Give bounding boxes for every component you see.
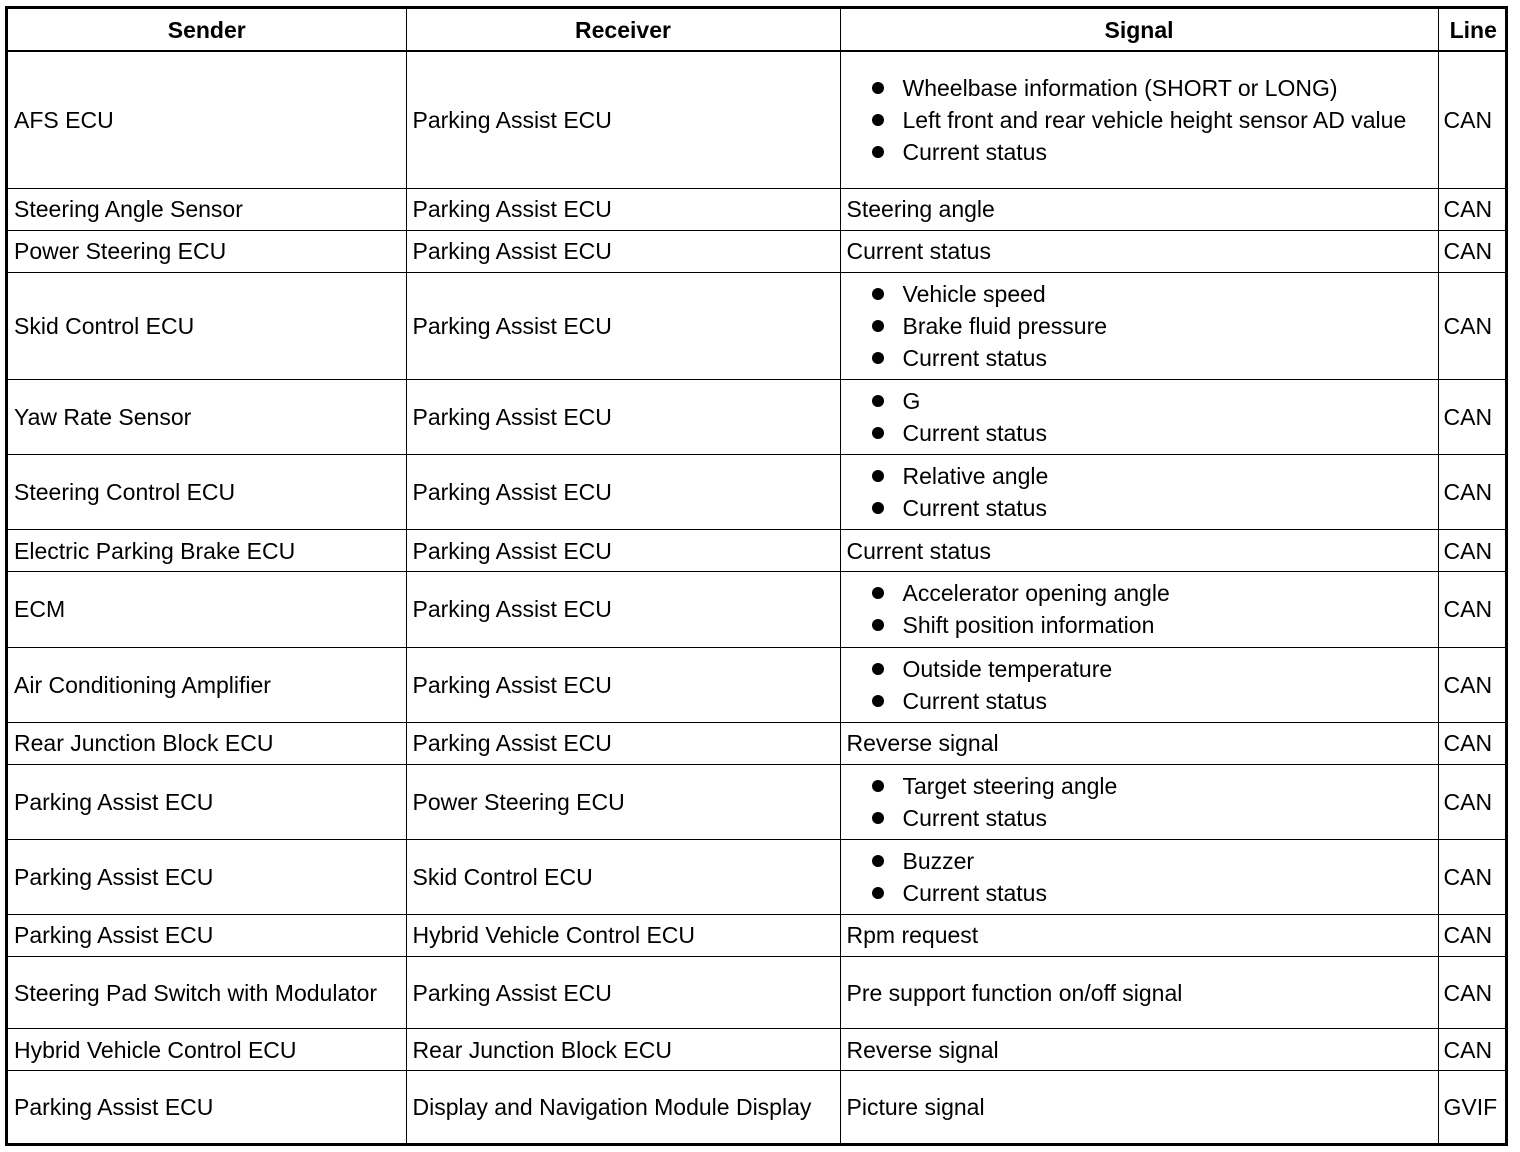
signal-text: Steering angle [846, 196, 995, 223]
receiver-cell: Parking Assist ECU [406, 188, 840, 230]
signal-cell [840, 764, 1438, 839]
sender-cell: Steering Pad Switch with Modulator [8, 957, 406, 1029]
header-signal: Signal [840, 9, 1438, 51]
signal-list-item [867, 343, 1432, 373]
sender-cell: AFS ECU [8, 51, 406, 188]
table-row [8, 839, 1508, 914]
table-body [8, 51, 1508, 1143]
signal-list-item [867, 386, 1432, 416]
signal-text: Current status [902, 687, 1047, 714]
signal-text: Rpm request [846, 922, 979, 949]
signal-cell [840, 530, 1438, 572]
bullet-icon [872, 587, 884, 599]
bullet-icon [872, 114, 884, 126]
table-row [8, 1029, 1508, 1071]
signal-list [847, 846, 1432, 908]
header-receiver: Receiver [406, 9, 840, 51]
signal-text: Outside temperature [902, 655, 1113, 682]
receiver-cell: Parking Assist ECU [406, 572, 840, 647]
signal-cell [840, 272, 1438, 379]
signal-list-item [867, 461, 1432, 491]
signal-list [847, 73, 1432, 167]
signal-list-item [867, 654, 1432, 684]
signal-text: Current status [902, 879, 1047, 906]
signal-cell [840, 957, 1438, 1029]
signal-text: Current status [846, 537, 991, 564]
signal-list-item [867, 578, 1432, 608]
signal-cell [840, 722, 1438, 764]
header-line: Line [1438, 9, 1508, 51]
signal-text: Pre support function on/off signal [846, 979, 1183, 1006]
line-cell: CAN [1438, 572, 1508, 647]
bullet-icon [872, 502, 884, 514]
bullet-icon [872, 82, 884, 94]
sender-cell: Parking Assist ECU [8, 914, 406, 956]
signal-table-container [5, 6, 1508, 1146]
signal-text: Left front and rear vehicle height sensor AD value [902, 106, 1407, 133]
signal-cell [840, 1029, 1438, 1071]
receiver-cell: Parking Assist ECU [406, 272, 840, 379]
signal-list-item [867, 418, 1432, 448]
sender-cell: Steering Angle Sensor [8, 188, 406, 230]
signal-cell [840, 380, 1438, 455]
signal-list-item [867, 73, 1432, 103]
receiver-cell: Parking Assist ECU [406, 530, 840, 572]
table-row [8, 914, 1508, 956]
signal-list [847, 461, 1432, 523]
signal-text: Current status [902, 138, 1047, 165]
table-row [8, 380, 1508, 455]
line-cell: CAN [1438, 957, 1508, 1029]
line-cell: CAN [1438, 764, 1508, 839]
bullet-icon [872, 619, 884, 631]
table-row [8, 530, 1508, 572]
table-row [8, 51, 1508, 188]
line-cell: GVIF [1438, 1071, 1508, 1143]
signal-cell [840, 230, 1438, 272]
line-cell: CAN [1438, 530, 1508, 572]
receiver-cell: Parking Assist ECU [406, 647, 840, 722]
receiver-cell: Parking Assist ECU [406, 380, 840, 455]
signal-text: Wheelbase information (SHORT or LONG) [902, 74, 1338, 101]
bullet-icon [872, 812, 884, 824]
signal-list-item [867, 311, 1432, 341]
sender-cell: Parking Assist ECU [8, 764, 406, 839]
line-cell: CAN [1438, 722, 1508, 764]
sender-cell: Yaw Rate Sensor [8, 380, 406, 455]
bullet-icon [872, 395, 884, 407]
signal-table [8, 9, 1508, 1143]
table-row [8, 272, 1508, 379]
signal-text: Vehicle speed [902, 280, 1046, 307]
line-cell: CAN [1438, 272, 1508, 379]
signal-text: Current status [902, 420, 1047, 447]
signal-list-item [867, 137, 1432, 167]
line-cell: CAN [1438, 380, 1508, 455]
signal-list-item [867, 105, 1432, 135]
signal-text: Current status [902, 344, 1047, 371]
signal-list [847, 578, 1432, 640]
table-row [8, 722, 1508, 764]
line-cell: CAN [1438, 647, 1508, 722]
table-row [8, 455, 1508, 530]
table-row [8, 957, 1508, 1029]
receiver-cell: Skid Control ECU [406, 839, 840, 914]
table-row [8, 572, 1508, 647]
signal-text: Target steering angle [902, 772, 1118, 799]
table-row [8, 764, 1508, 839]
table-row [8, 230, 1508, 272]
signal-list-item [867, 279, 1432, 309]
bullet-icon [872, 427, 884, 439]
receiver-cell: Power Steering ECU [406, 764, 840, 839]
receiver-cell: Parking Assist ECU [406, 51, 840, 188]
signal-cell [840, 914, 1438, 956]
receiver-cell: Parking Assist ECU [406, 230, 840, 272]
sender-cell: Skid Control ECU [8, 272, 406, 379]
sender-cell: ECM [8, 572, 406, 647]
signal-text: Current status [902, 495, 1047, 522]
signal-list-item [867, 846, 1432, 876]
sender-cell: Parking Assist ECU [8, 1071, 406, 1143]
signal-text: Buzzer [902, 847, 975, 874]
table-row [8, 188, 1508, 230]
signal-list-item [867, 610, 1432, 640]
signal-list [847, 771, 1432, 833]
table-row [8, 1071, 1508, 1143]
signal-text: Accelerator opening angle [902, 580, 1170, 607]
bullet-icon [872, 146, 884, 158]
receiver-cell: Parking Assist ECU [406, 722, 840, 764]
signal-cell [840, 51, 1438, 188]
signal-cell [840, 1071, 1438, 1143]
signal-text: G [902, 388, 921, 415]
line-cell: CAN [1438, 1029, 1508, 1071]
signal-text: Current status [846, 238, 991, 265]
receiver-cell: Parking Assist ECU [406, 957, 840, 1029]
header-sender: Sender [8, 9, 406, 51]
bullet-icon [872, 887, 884, 899]
line-cell: CAN [1438, 230, 1508, 272]
signal-list-item [867, 686, 1432, 716]
bullet-icon [872, 780, 884, 792]
signal-cell [840, 455, 1438, 530]
receiver-cell: Hybrid Vehicle Control ECU [406, 914, 840, 956]
signal-cell [840, 647, 1438, 722]
line-cell: CAN [1438, 51, 1508, 188]
bullet-icon [872, 855, 884, 867]
receiver-cell: Rear Junction Block ECU [406, 1029, 840, 1071]
receiver-cell: Parking Assist ECU [406, 455, 840, 530]
bullet-icon [872, 695, 884, 707]
signal-list [847, 654, 1432, 716]
signal-text: Brake fluid pressure [902, 312, 1108, 339]
sender-cell: Air Conditioning Amplifier [8, 647, 406, 722]
bullet-icon [872, 320, 884, 332]
line-cell: CAN [1438, 839, 1508, 914]
signal-list [847, 386, 1432, 448]
signal-cell [840, 188, 1438, 230]
signal-text: Reverse signal [846, 730, 999, 757]
line-cell: CAN [1438, 455, 1508, 530]
signal-list-item [867, 493, 1432, 523]
signal-text: Picture signal [846, 1094, 985, 1121]
bullet-icon [872, 470, 884, 482]
signal-text: Relative angle [902, 463, 1049, 490]
signal-text: Reverse signal [846, 1036, 999, 1063]
signal-text: Current status [902, 804, 1047, 831]
table-header-row [8, 9, 1508, 51]
signal-list-item [867, 878, 1432, 908]
signal-list-item [867, 803, 1432, 833]
table-row [8, 647, 1508, 722]
signal-list [847, 279, 1432, 373]
bullet-icon [872, 288, 884, 300]
sender-cell: Power Steering ECU [8, 230, 406, 272]
bullet-icon [872, 352, 884, 364]
sender-cell: Steering Control ECU [8, 455, 406, 530]
signal-text: Shift position information [902, 612, 1155, 639]
bullet-icon [872, 663, 884, 675]
signal-cell [840, 839, 1438, 914]
signal-cell [840, 572, 1438, 647]
line-cell: CAN [1438, 188, 1508, 230]
sender-cell: Rear Junction Block ECU [8, 722, 406, 764]
sender-cell: Parking Assist ECU [8, 839, 406, 914]
line-cell: CAN [1438, 914, 1508, 956]
receiver-cell: Display and Navigation Module Display [406, 1071, 840, 1143]
sender-cell: Electric Parking Brake ECU [8, 530, 406, 572]
signal-list-item [867, 771, 1432, 801]
sender-cell: Hybrid Vehicle Control ECU [8, 1029, 406, 1071]
